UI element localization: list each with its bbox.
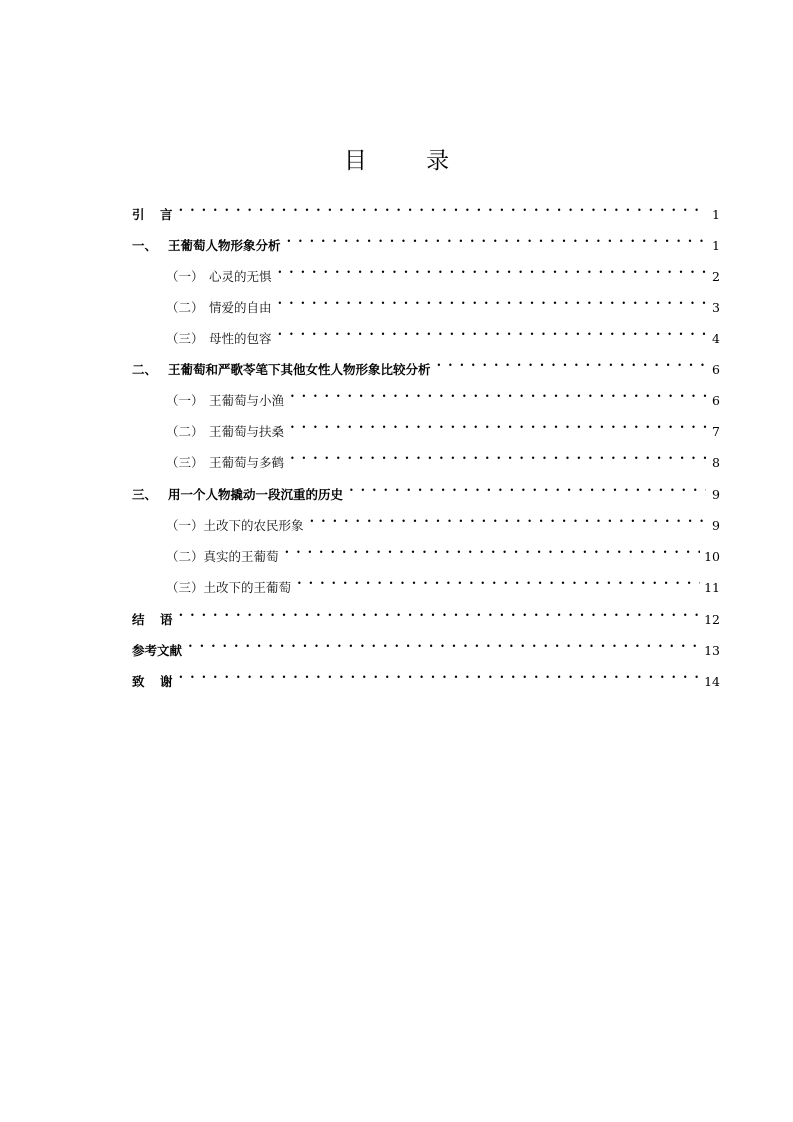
toc-entry-number: （二）	[166, 300, 204, 315]
toc-entry-number: 二、	[132, 362, 158, 377]
toc-entry-number: 三、	[132, 487, 158, 502]
toc-entry-label	[132, 391, 284, 409]
toc-entry-page: 6	[712, 392, 720, 408]
toc-entry-section-2[interactable]	[132, 357, 720, 381]
toc-entry-number: （一）	[166, 269, 204, 284]
toc-entry-text: 土改下的王葡萄	[203, 580, 292, 595]
toc-entry-text: 参考文献	[132, 643, 183, 658]
toc-entry-text: 心灵的无惧	[209, 269, 272, 284]
toc-entry-text: 母性的包容	[209, 331, 272, 346]
toc-entry-section-3-1[interactable]	[132, 513, 720, 537]
dot-leader	[290, 424, 706, 438]
toc-entry-page: 13	[704, 642, 720, 658]
toc-entry-number: （三）	[166, 455, 204, 470]
toc-entry-section-2-1[interactable]	[132, 388, 720, 412]
toc-entry-page: 2	[712, 268, 720, 284]
toc-entry-number: （二）	[166, 424, 204, 439]
toc-entry-text: 王葡萄和严歌苓笔下其他女性人物形象比较分析	[168, 362, 431, 377]
toc-entry-number: （一）	[166, 518, 204, 533]
toc-entry-text: 情爱的自由	[209, 300, 272, 315]
toc-entry-text: 真实的王葡萄	[203, 549, 279, 564]
toc-entry-text: 王葡萄人物形象分析	[168, 238, 281, 253]
toc-entry-page: 8	[712, 454, 720, 470]
toc-entry-text: 谢	[160, 674, 173, 689]
toc-entry-label	[132, 547, 279, 565]
dot-leader	[437, 362, 706, 376]
toc-entry-section-3-3[interactable]	[132, 575, 720, 599]
toc-entry-label	[132, 453, 284, 471]
toc-entry-label	[132, 422, 284, 440]
toc-entry-text: 土改下的农民形象	[203, 518, 304, 533]
toc-title: 目 录	[343, 148, 476, 174]
toc-entry-section-1-3[interactable]	[132, 326, 720, 350]
toc-entry-section-1-2[interactable]	[132, 295, 720, 319]
toc-entry-section-1[interactable]	[132, 233, 720, 257]
dot-leader	[278, 331, 706, 345]
toc-entry-page: 1	[712, 237, 720, 253]
toc-entry-page: 9	[712, 517, 720, 533]
toc-entry-text: 用一个人物撬动一段沉重的历史	[168, 487, 344, 502]
dot-leader	[290, 455, 706, 469]
toc-entry-label	[132, 578, 291, 596]
dot-leader	[290, 393, 706, 407]
toc-entry-label	[132, 360, 431, 378]
toc-entry-page: 3	[712, 299, 720, 315]
toc-entry-label	[132, 236, 281, 254]
toc-entry-number: 致	[132, 674, 145, 689]
toc-entry-page: 4	[712, 330, 720, 346]
dot-leader	[179, 207, 706, 221]
toc-entry-page: 11	[704, 579, 720, 595]
dot-leader	[179, 612, 701, 626]
toc-entry-page: 1	[712, 206, 720, 222]
toc-entry-number: （三）	[166, 331, 204, 346]
toc-entry-text: 言	[160, 207, 173, 222]
dot-leader	[278, 269, 706, 283]
toc-entry-section-1-1[interactable]	[132, 264, 720, 288]
toc-entry-label	[132, 672, 173, 690]
dot-leader	[278, 300, 706, 314]
dot-leader	[310, 518, 706, 532]
toc-entry-section-3-2[interactable]	[132, 544, 720, 568]
dot-leader	[349, 487, 706, 501]
toc-entry-page: 9	[712, 486, 720, 502]
toc-entry-number: 一、	[132, 238, 158, 253]
toc-entry-text: 语	[160, 612, 173, 627]
toc-entry-label	[132, 205, 173, 223]
toc-entry-label	[132, 329, 272, 347]
toc-entry-page: 7	[712, 423, 720, 439]
toc-entry-section-2-2[interactable]	[132, 419, 720, 443]
toc-entry-text: 王葡萄与多鹤	[209, 455, 285, 470]
toc-entry-text: 王葡萄与扶桑	[209, 424, 285, 439]
toc-entry-label	[132, 267, 272, 285]
toc-entry-section-2-3[interactable]	[132, 450, 720, 474]
toc-entry-number: （三）	[166, 580, 204, 595]
toc-entry-introduction[interactable]	[132, 202, 720, 226]
dot-leader	[179, 674, 701, 688]
toc-entry-text: 王葡萄与小渔	[209, 393, 285, 408]
toc-entry-number: 引	[132, 207, 145, 222]
toc-entry-label	[132, 485, 343, 503]
toc-entry-number: （二）	[166, 549, 204, 564]
toc-entry-page: 12	[704, 611, 720, 627]
toc-entry-page: 6	[712, 361, 720, 377]
toc-entry-number: （一）	[166, 393, 204, 408]
toc-entry-references[interactable]	[132, 638, 720, 662]
dot-leader	[285, 549, 701, 563]
toc-entry-acknowledgements[interactable]	[132, 669, 720, 693]
toc-entry-section-3[interactable]	[132, 482, 720, 506]
toc-entry-label	[132, 610, 173, 628]
toc-entry-number: 结	[132, 612, 145, 627]
toc-entry-conclusion[interactable]	[132, 607, 720, 631]
dot-leader	[287, 238, 706, 252]
toc-entry-label	[132, 516, 304, 534]
dot-leader	[188, 643, 700, 657]
toc-entry-label	[132, 641, 182, 659]
toc-entry-label	[132, 298, 272, 316]
toc-entry-page: 14	[704, 673, 720, 689]
toc-entry-page: 10	[704, 548, 720, 564]
dot-leader	[297, 580, 700, 594]
